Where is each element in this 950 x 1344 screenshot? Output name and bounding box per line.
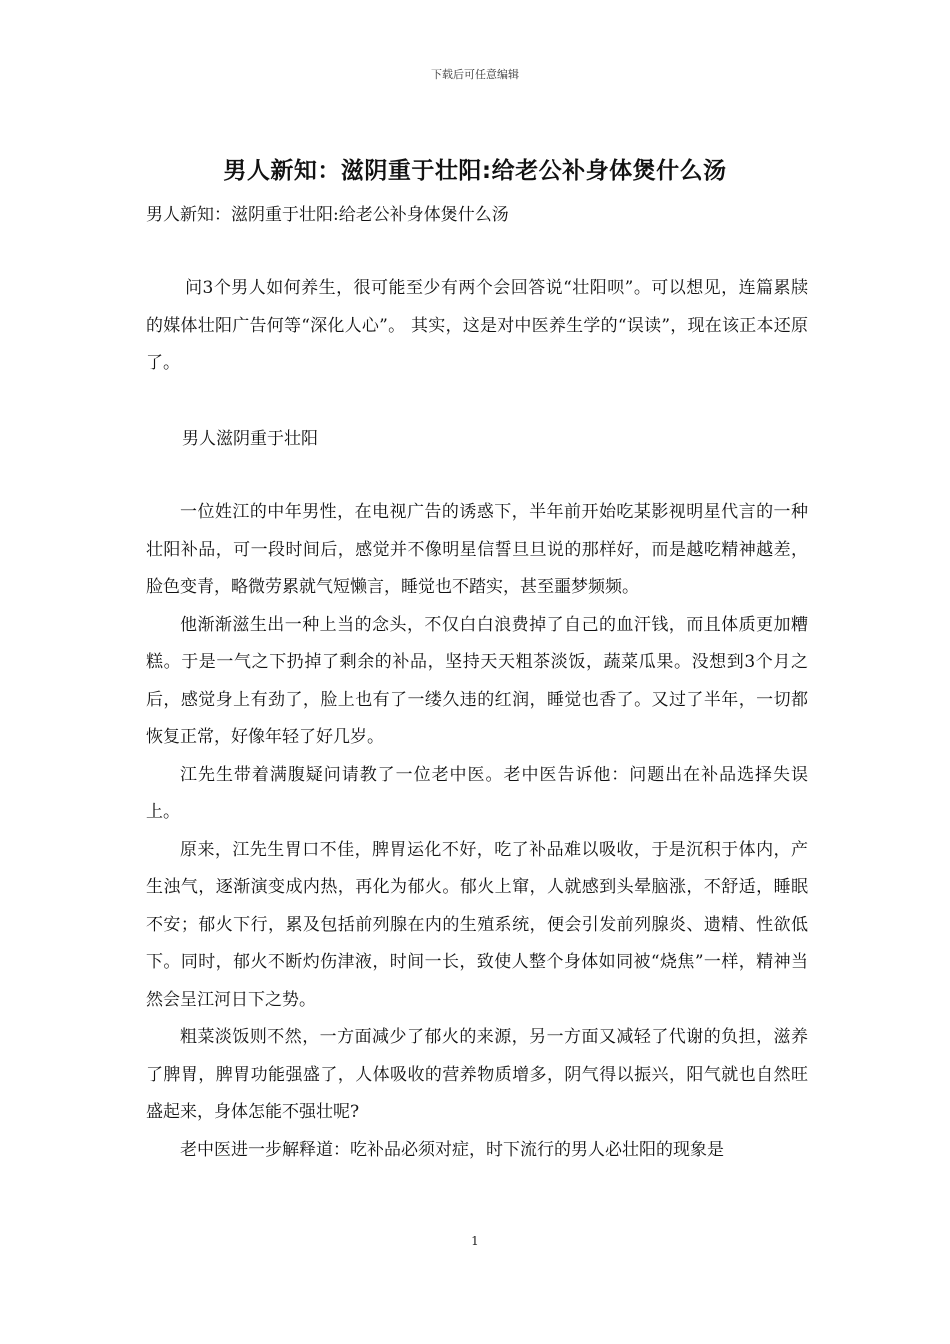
body-paragraph: 原来，江先生胃口不佳，脾胃运化不好，吃了补品难以吸收，于是沉积于体内，产生浊气，逐渐演变成内热，再化为郁火。郁火上窜，人就感到头晕脑涨，不舒适，睡眠不安；郁火下行，累及包括前列腺在内的生殖系统，便会引发前列腺炎、遗精、性欲低下。同时，郁火不断灼伤津液，时间一长，致使人整个身体如同被“烧焦”一样，精神当然会呈江河日下之势。 bbox=[146, 839, 808, 1010]
document-subtitle: 男人新知：滋阴重于壮阳:给老公补身体煲什么汤 bbox=[146, 205, 509, 225]
body-paragraph: 老中医进一步解释道：吃补品必须对症，时下流行的男人必壮阳的现象是 bbox=[180, 1139, 724, 1160]
document-title: 男人新知：滋阴重于壮阳:给老公补身体煲什么汤 bbox=[223, 158, 727, 184]
body-paragraph: 粗菜淡饭则不然，一方面减少了郁火的来源，另一方面又减轻了代谢的负担，滋养了脾胃，脾胃功能强盛了，人体吸收的营养物质增多，阴气得以振兴，阳气就也自然旺盛起来，身体怎能不强壮呢? bbox=[146, 1027, 808, 1122]
body-paragraph: 一位姓江的中年男性，在电视广告的诱惑下，半年前开始吃某影视明星代言的一种壮阳补品，可一段时间后，感觉并不像明星信誓旦旦说的那样好，而是越吃精神越差，脸色变青，略微劳累就气短懒言，睡觉也不踏实，甚至噩梦频频。 bbox=[146, 502, 808, 597]
body-paragraph: 他渐渐滋生出一种上当的念头，不仅白白浪费掉了自己的血汗钱，而且体质更加糟糕。于是一气之下扔掉了剩余的补品，坚持天天粗茶淡饭，蔬菜瓜果。没想到3个月之后，感觉身上有劲了，脸上也有了一缕久违的红润，睡觉也香了。又过了半年，一切都恢复正常，好像年轻了好几岁。 bbox=[146, 614, 808, 747]
intro-paragraph: 问3个男人如何养生，很可能至少有两个会回答说“壮阳呗”。可以想见，连篇累牍的媒体壮阳广告何等“深化人心”。 其实，这是对中医养生学的“误读”，现在该正本还原了。 bbox=[146, 278, 808, 373]
body-paragraph: 江先生带着满腹疑问请教了一位老中医。老中医告诉他：问题出在补品选择失误上。 bbox=[146, 764, 808, 822]
section-heading: 男人滋阴重于壮阳 bbox=[182, 429, 318, 449]
article-body bbox=[146, 494, 808, 1169]
page-number: 1 bbox=[471, 1234, 479, 1248]
header-note: 下载后可任意编辑 bbox=[431, 68, 519, 81]
